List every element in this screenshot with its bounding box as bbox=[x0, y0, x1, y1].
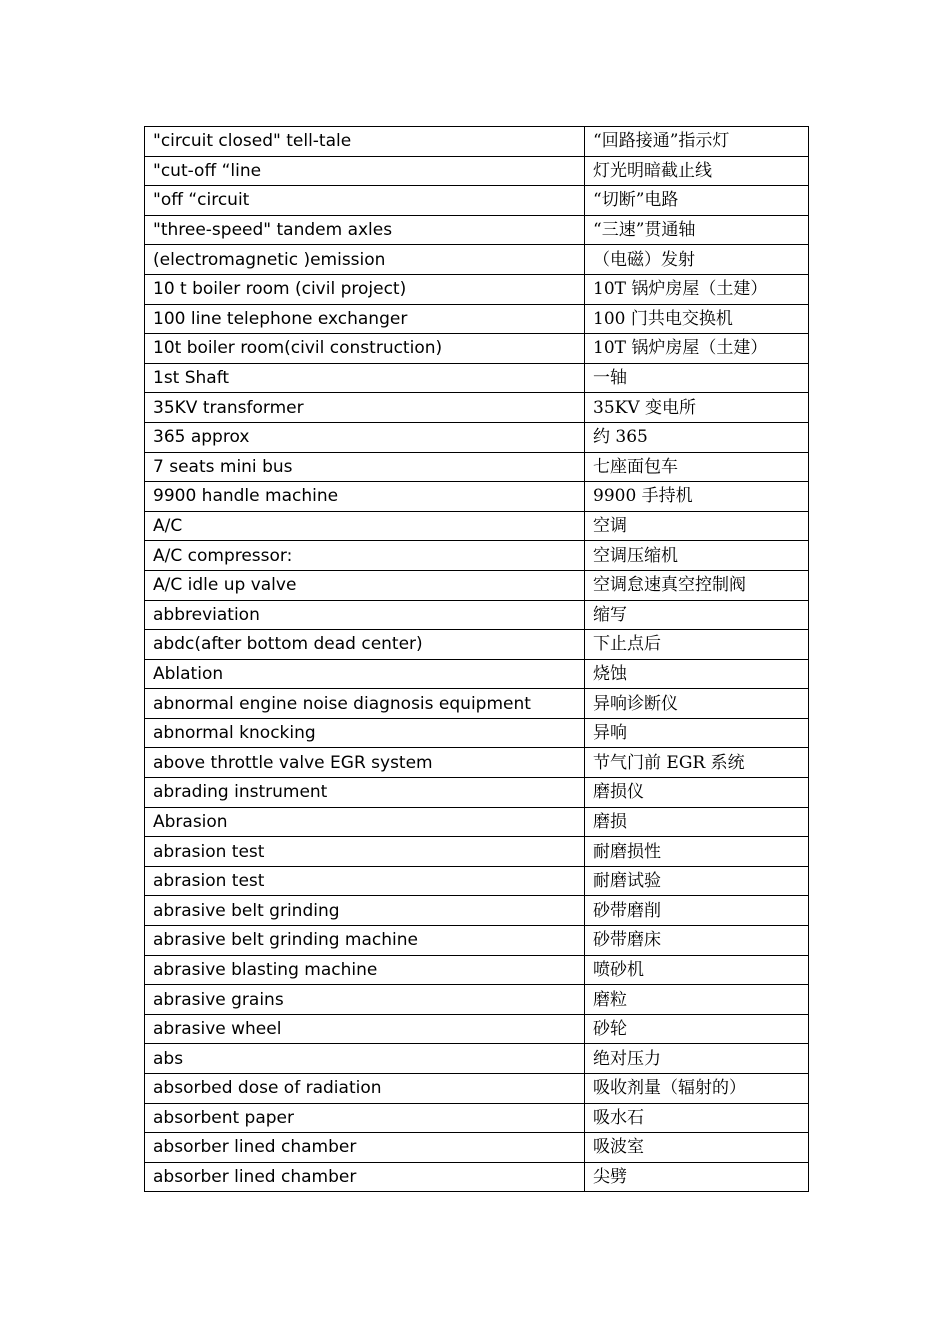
chinese-term-cell: “回路接通”指示灯 bbox=[585, 127, 809, 157]
chinese-term-cell: 磨损仪 bbox=[585, 778, 809, 808]
chinese-term-cell: 绝对压力 bbox=[585, 1044, 809, 1074]
table-row bbox=[145, 511, 809, 541]
table-row bbox=[145, 541, 809, 571]
table-row bbox=[145, 600, 809, 630]
chinese-term-cell: 砂带磨床 bbox=[585, 926, 809, 956]
chinese-term-cell: 耐磨损性 bbox=[585, 837, 809, 867]
english-term-cell: Abrasion bbox=[145, 807, 585, 837]
chinese-term-cell: 9900 手持机 bbox=[585, 482, 809, 512]
english-term-cell: abrasive grains bbox=[145, 985, 585, 1015]
chinese-term-cell: 磨损 bbox=[585, 807, 809, 837]
english-term-cell: 35KV transformer bbox=[145, 393, 585, 423]
table-row bbox=[145, 304, 809, 334]
english-term-cell: 9900 handle machine bbox=[145, 482, 585, 512]
table-row bbox=[145, 1044, 809, 1074]
english-term-cell: Ablation bbox=[145, 659, 585, 689]
table-row bbox=[145, 127, 809, 157]
table-row bbox=[145, 186, 809, 216]
english-term-cell: abbreviation bbox=[145, 600, 585, 630]
table-row bbox=[145, 748, 809, 778]
chinese-term-cell: 空调压缩机 bbox=[585, 541, 809, 571]
table-row bbox=[145, 630, 809, 660]
table-row bbox=[145, 156, 809, 186]
table-row bbox=[145, 1162, 809, 1192]
english-term-cell: 100 line telephone exchanger bbox=[145, 304, 585, 334]
english-term-cell: abrasive blasting machine bbox=[145, 955, 585, 985]
chinese-term-cell: 10T 锅炉房屋（土建） bbox=[585, 334, 809, 364]
chinese-term-cell: 一轴 bbox=[585, 363, 809, 393]
english-term-cell: 365 approx bbox=[145, 422, 585, 452]
chinese-term-cell: 10T 锅炉房屋（土建） bbox=[585, 274, 809, 304]
table-row bbox=[145, 659, 809, 689]
chinese-term-cell: “三速”贯通轴 bbox=[585, 215, 809, 245]
english-term-cell: abrasive belt grinding bbox=[145, 896, 585, 926]
english-term-cell: 10t boiler room(civil construction) bbox=[145, 334, 585, 364]
table-row bbox=[145, 452, 809, 482]
english-term-cell: above throttle valve EGR system bbox=[145, 748, 585, 778]
english-term-cell: "off “circuit bbox=[145, 186, 585, 216]
table-row bbox=[145, 274, 809, 304]
chinese-term-cell: 吸收剂量（辐射的） bbox=[585, 1074, 809, 1104]
chinese-term-cell: 砂轮 bbox=[585, 1014, 809, 1044]
chinese-term-cell: 缩写 bbox=[585, 600, 809, 630]
chinese-term-cell: 空调怠速真空控制阀 bbox=[585, 570, 809, 600]
chinese-term-cell: 灯光明暗截止线 bbox=[585, 156, 809, 186]
chinese-term-cell: 尖劈 bbox=[585, 1162, 809, 1192]
table-row bbox=[145, 363, 809, 393]
chinese-term-cell: 七座面包车 bbox=[585, 452, 809, 482]
english-term-cell: (electromagnetic )emission bbox=[145, 245, 585, 275]
english-term-cell: absorber lined chamber bbox=[145, 1162, 585, 1192]
chinese-term-cell: 砂带磨削 bbox=[585, 896, 809, 926]
table-row bbox=[145, 1133, 809, 1163]
chinese-term-cell: 35KV 变电所 bbox=[585, 393, 809, 423]
english-term-cell: A/C compressor: bbox=[145, 541, 585, 571]
chinese-term-cell: 约 365 bbox=[585, 422, 809, 452]
chinese-term-cell: 节气门前 EGR 系统 bbox=[585, 748, 809, 778]
table-row bbox=[145, 837, 809, 867]
english-term-cell: abs bbox=[145, 1044, 585, 1074]
chinese-term-cell: 烧蚀 bbox=[585, 659, 809, 689]
table-row bbox=[145, 245, 809, 275]
english-term-cell: abdc(after bottom dead center) bbox=[145, 630, 585, 660]
english-term-cell: "circuit closed" tell-tale bbox=[145, 127, 585, 157]
english-term-cell: abnormal engine noise diagnosis equipment bbox=[145, 689, 585, 719]
chinese-term-cell: 100 门共电交换机 bbox=[585, 304, 809, 334]
glossary-table bbox=[144, 126, 809, 1192]
chinese-term-cell: 喷砂机 bbox=[585, 955, 809, 985]
table-row bbox=[145, 482, 809, 512]
table-row bbox=[145, 215, 809, 245]
english-term-cell: A/C idle up valve bbox=[145, 570, 585, 600]
english-term-cell: absorbed dose of radiation bbox=[145, 1074, 585, 1104]
table-row bbox=[145, 718, 809, 748]
table-row bbox=[145, 422, 809, 452]
table-row bbox=[145, 807, 809, 837]
english-term-cell: abnormal knocking bbox=[145, 718, 585, 748]
table-row bbox=[145, 393, 809, 423]
chinese-term-cell: 耐磨试验 bbox=[585, 866, 809, 896]
table-row bbox=[145, 1103, 809, 1133]
english-term-cell: abrasive belt grinding machine bbox=[145, 926, 585, 956]
chinese-term-cell: “切断”电路 bbox=[585, 186, 809, 216]
chinese-term-cell: 吸水石 bbox=[585, 1103, 809, 1133]
english-term-cell: absorber lined chamber bbox=[145, 1133, 585, 1163]
english-term-cell: 10 t boiler room (civil project) bbox=[145, 274, 585, 304]
table-row bbox=[145, 985, 809, 1015]
chinese-term-cell: 磨粒 bbox=[585, 985, 809, 1015]
chinese-term-cell: 吸波室 bbox=[585, 1133, 809, 1163]
glossary-table-body bbox=[145, 127, 809, 1192]
english-term-cell: 1st Shaft bbox=[145, 363, 585, 393]
table-row bbox=[145, 689, 809, 719]
english-term-cell: abrasive wheel bbox=[145, 1014, 585, 1044]
english-term-cell: abrasion test bbox=[145, 837, 585, 867]
table-row bbox=[145, 1074, 809, 1104]
chinese-term-cell: 异响诊断仪 bbox=[585, 689, 809, 719]
chinese-term-cell: 下止点后 bbox=[585, 630, 809, 660]
english-term-cell: 7 seats mini bus bbox=[145, 452, 585, 482]
table-row bbox=[145, 926, 809, 956]
table-row bbox=[145, 570, 809, 600]
english-term-cell: "cut-off “line bbox=[145, 156, 585, 186]
table-row bbox=[145, 866, 809, 896]
chinese-term-cell: （电磁）发射 bbox=[585, 245, 809, 275]
english-term-cell: A/C bbox=[145, 511, 585, 541]
table-row bbox=[145, 778, 809, 808]
table-row bbox=[145, 955, 809, 985]
table-row bbox=[145, 896, 809, 926]
english-term-cell: abrading instrument bbox=[145, 778, 585, 808]
chinese-term-cell: 空调 bbox=[585, 511, 809, 541]
chinese-term-cell: 异响 bbox=[585, 718, 809, 748]
table-row bbox=[145, 334, 809, 364]
table-row bbox=[145, 1014, 809, 1044]
english-term-cell: absorbent paper bbox=[145, 1103, 585, 1133]
english-term-cell: "three-speed" tandem axles bbox=[145, 215, 585, 245]
english-term-cell: abrasion test bbox=[145, 866, 585, 896]
